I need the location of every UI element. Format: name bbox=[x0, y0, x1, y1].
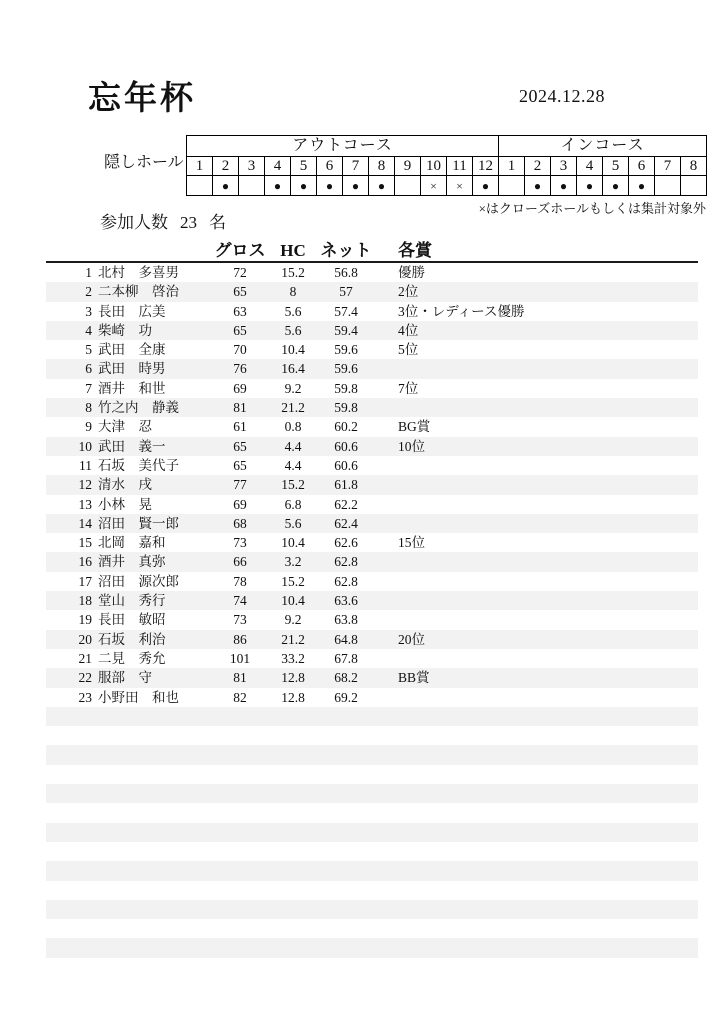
hidden-hole-dot-icon: ● bbox=[603, 176, 629, 196]
hc-value: 4.4 bbox=[284, 457, 302, 473]
hole-number: 2 bbox=[525, 157, 551, 176]
hidden-hole-dot-icon: ● bbox=[473, 176, 499, 196]
gross-value: 69 bbox=[233, 380, 247, 396]
results-table bbox=[46, 240, 698, 958]
net-value: 57.4 bbox=[334, 303, 358, 319]
result-row bbox=[46, 533, 698, 552]
net-value: 59.8 bbox=[334, 380, 358, 396]
net-value: 56.8 bbox=[334, 265, 358, 280]
result-row bbox=[46, 668, 698, 687]
net-value: 59.4 bbox=[334, 322, 358, 338]
hc-value: 10.4 bbox=[281, 593, 305, 609]
empty-hole-cell bbox=[681, 176, 707, 196]
gross-value: 69 bbox=[233, 496, 247, 512]
empty-row bbox=[46, 881, 698, 900]
gross-value: 65 bbox=[233, 284, 247, 300]
hidden-hole-dot-icon: ● bbox=[525, 176, 551, 196]
hole-number: 12 bbox=[473, 157, 499, 176]
hidden-holes-table bbox=[186, 135, 707, 196]
hc-value: 33.2 bbox=[281, 650, 305, 666]
prize-label: 5位 bbox=[398, 342, 419, 358]
hc-value: 12.8 bbox=[281, 670, 305, 686]
gross-value: 74 bbox=[233, 593, 247, 609]
prize-label: BB賞 bbox=[398, 670, 430, 686]
rank-number: 7 bbox=[85, 380, 92, 396]
closed-hole-x-icon: × bbox=[447, 176, 473, 196]
gross-value: 78 bbox=[233, 573, 247, 589]
result-row bbox=[46, 282, 698, 301]
net-value: 57 bbox=[339, 284, 353, 300]
hc-value: 10.4 bbox=[281, 535, 305, 551]
result-row bbox=[46, 417, 698, 436]
hc-value: 21.2 bbox=[281, 400, 305, 416]
hidden-hole-dot-icon: ● bbox=[317, 176, 343, 196]
gross-value: 86 bbox=[233, 631, 247, 647]
empty-hole-cell bbox=[239, 176, 265, 196]
rank-number: 16 bbox=[78, 554, 92, 570]
player-name: 長田 広美 bbox=[98, 303, 166, 319]
prize-label: 7位 bbox=[398, 380, 419, 396]
result-row bbox=[46, 688, 698, 707]
hidden-hole-dot-icon: ● bbox=[551, 176, 577, 196]
net-value: 59.8 bbox=[334, 400, 358, 416]
empty-row bbox=[46, 765, 698, 784]
result-row bbox=[46, 610, 698, 629]
empty-hole-cell bbox=[655, 176, 681, 196]
rank-number: 17 bbox=[78, 573, 92, 589]
gross-value: 73 bbox=[233, 535, 247, 551]
hc-value: 9.2 bbox=[284, 380, 302, 396]
player-name: 酒井 真弥 bbox=[98, 554, 166, 570]
gross-value: 72 bbox=[233, 265, 247, 280]
hidden-holes-label: 隠しホール bbox=[104, 154, 184, 171]
player-name: 北岡 嘉和 bbox=[98, 535, 166, 551]
player-name: 長田 敏昭 bbox=[98, 612, 166, 628]
empty-row bbox=[46, 784, 698, 803]
result-row bbox=[46, 302, 698, 321]
prize-label bbox=[374, 456, 698, 475]
hole-number: 3 bbox=[239, 157, 265, 176]
net-value: 64.8 bbox=[334, 631, 358, 647]
net-value: 60.6 bbox=[334, 438, 358, 454]
rank-number: 2 bbox=[85, 284, 92, 300]
prize-label bbox=[374, 398, 698, 417]
hc-value: 21.2 bbox=[281, 631, 305, 647]
empty-row bbox=[46, 938, 698, 957]
gross-value: 101 bbox=[229, 650, 251, 666]
net-value: 62.4 bbox=[334, 515, 358, 531]
player-name: 石坂 美代子 bbox=[98, 457, 179, 473]
result-row bbox=[46, 572, 698, 591]
empty-row bbox=[46, 861, 698, 880]
player-name: 堂山 秀行 bbox=[98, 593, 166, 609]
player-name: 石坂 利治 bbox=[98, 631, 166, 647]
prize-label bbox=[374, 495, 698, 514]
hc-value: 9.2 bbox=[284, 612, 302, 628]
rank-number: 14 bbox=[78, 515, 92, 531]
gross-value: 81 bbox=[233, 670, 247, 686]
participants-line bbox=[100, 208, 226, 233]
hidden-hole-dot-icon: ● bbox=[291, 176, 317, 196]
hc-value: 16.4 bbox=[281, 361, 305, 377]
result-row bbox=[46, 398, 698, 417]
net-value: 63.6 bbox=[334, 593, 358, 609]
hidden-hole-dot-icon: ● bbox=[343, 176, 369, 196]
participants-label: 参加人数 bbox=[100, 213, 168, 232]
gross-value: 76 bbox=[233, 361, 247, 377]
hole-number: 9 bbox=[395, 157, 421, 176]
result-row bbox=[46, 552, 698, 571]
rank-number: 21 bbox=[78, 650, 92, 666]
prize-label: 20位 bbox=[398, 631, 425, 647]
player-name: 竹之内 静義 bbox=[98, 400, 179, 416]
net-value: 67.8 bbox=[334, 650, 358, 666]
hc-value: 15.2 bbox=[281, 573, 305, 589]
net-value: 62.8 bbox=[334, 554, 358, 570]
net-value: 60.2 bbox=[334, 419, 358, 435]
prize-label: 10位 bbox=[398, 438, 425, 454]
net-value: 68.2 bbox=[334, 670, 358, 686]
hc-value: 4.4 bbox=[284, 438, 302, 454]
hole-number: 6 bbox=[317, 157, 343, 176]
prize-label: 15位 bbox=[398, 535, 425, 551]
prize-label bbox=[374, 514, 698, 533]
rank-number: 20 bbox=[78, 631, 92, 647]
prize-label bbox=[374, 572, 698, 591]
gross-value: 70 bbox=[233, 342, 247, 358]
net-value: 63.8 bbox=[334, 612, 358, 628]
empty-row bbox=[46, 803, 698, 822]
rank-number: 9 bbox=[85, 419, 92, 435]
gross-value: 61 bbox=[233, 419, 247, 435]
player-name: 沼田 賢一郎 bbox=[98, 515, 179, 531]
rank-number: 1 bbox=[85, 265, 92, 280]
hidden-hole-dot-icon: ● bbox=[629, 176, 655, 196]
hole-number: 10 bbox=[421, 157, 447, 176]
out-course-header: アウトコース bbox=[187, 136, 499, 157]
player-name: 武田 義一 bbox=[98, 438, 166, 454]
prize-label bbox=[374, 610, 698, 629]
hc-value: 0.8 bbox=[284, 419, 302, 435]
gross-column-header: グロス bbox=[214, 241, 266, 260]
rank-number: 5 bbox=[85, 342, 92, 358]
hole-number: 5 bbox=[291, 157, 317, 176]
player-name: 小野田 和也 bbox=[98, 689, 179, 705]
player-name: 小林 晃 bbox=[98, 496, 152, 512]
page-title: 忘年杯 bbox=[88, 81, 196, 117]
hole-number: 1 bbox=[187, 157, 213, 176]
results-body bbox=[46, 263, 698, 958]
gross-value: 65 bbox=[233, 457, 247, 473]
result-row bbox=[46, 495, 698, 514]
prize-label: 2位 bbox=[398, 284, 419, 300]
empty-hole-cell bbox=[187, 176, 213, 196]
player-name: 武田 時男 bbox=[98, 361, 166, 377]
result-row bbox=[46, 379, 698, 398]
player-name: 沼田 源次郎 bbox=[98, 573, 179, 589]
rank-number: 11 bbox=[79, 457, 92, 473]
hidden-holes-mark-row bbox=[187, 176, 707, 196]
in-course-header: インコース bbox=[499, 136, 707, 157]
player-name: 北村 多喜男 bbox=[98, 265, 179, 280]
hc-value: 15.2 bbox=[281, 265, 305, 280]
empty-row bbox=[46, 919, 698, 938]
empty-row bbox=[46, 900, 698, 919]
rank-number: 4 bbox=[85, 322, 92, 338]
prize-label: BG賞 bbox=[398, 419, 431, 435]
empty-hole-cell bbox=[395, 176, 421, 196]
net-column-header: ネット bbox=[320, 241, 372, 260]
closed-hole-note: ×はクローズホールもしくは集計対象外 bbox=[478, 201, 706, 216]
empty-row bbox=[46, 823, 698, 842]
prize-label bbox=[374, 688, 698, 707]
hc-value: 3.2 bbox=[284, 554, 302, 570]
player-name: 武田 全康 bbox=[98, 342, 166, 358]
gross-value: 73 bbox=[233, 612, 247, 628]
hole-number: 6 bbox=[629, 157, 655, 176]
empty-row bbox=[46, 707, 698, 726]
closed-hole-x-icon: × bbox=[421, 176, 447, 196]
rank-number: 23 bbox=[78, 689, 92, 705]
hc-value: 5.6 bbox=[284, 303, 302, 319]
hidden-hole-dot-icon: ● bbox=[213, 176, 239, 196]
result-row bbox=[46, 340, 698, 359]
hole-number: 1 bbox=[499, 157, 525, 176]
participants-count: 23 bbox=[180, 213, 197, 232]
player-name: 二見 秀允 bbox=[98, 650, 166, 666]
net-value: 59.6 bbox=[334, 361, 358, 377]
hole-number: 5 bbox=[603, 157, 629, 176]
empty-hole-cell bbox=[499, 176, 525, 196]
hidden-holes-course-row bbox=[187, 136, 707, 157]
event-date: 2024.12.28 bbox=[519, 86, 605, 106]
prize-label bbox=[374, 359, 698, 378]
net-value: 62.6 bbox=[334, 535, 358, 551]
participants-unit: 名 bbox=[209, 213, 226, 232]
net-value: 62.8 bbox=[334, 573, 358, 589]
empty-row bbox=[46, 726, 698, 745]
prize-label: 優勝 bbox=[398, 265, 425, 280]
net-value: 60.6 bbox=[334, 457, 358, 473]
hole-number: 3 bbox=[551, 157, 577, 176]
rank-number: 22 bbox=[78, 670, 92, 686]
hc-value: 6.8 bbox=[284, 496, 302, 512]
net-value: 69.2 bbox=[334, 689, 358, 705]
rank-number: 19 bbox=[78, 612, 92, 628]
result-row bbox=[46, 649, 698, 668]
result-row bbox=[46, 475, 698, 494]
gross-value: 65 bbox=[233, 322, 247, 338]
gross-value: 63 bbox=[233, 303, 247, 319]
rank-number: 15 bbox=[78, 535, 92, 551]
player-name: 服部 守 bbox=[98, 670, 152, 686]
gross-value: 81 bbox=[233, 400, 247, 416]
hidden-hole-dot-icon: ● bbox=[265, 176, 291, 196]
player-name: 清水 戌 bbox=[98, 477, 152, 493]
rank-number: 3 bbox=[85, 303, 92, 319]
net-value: 62.2 bbox=[334, 496, 358, 512]
gross-value: 66 bbox=[233, 554, 247, 570]
player-name: 酒井 和世 bbox=[98, 380, 166, 396]
prize-label bbox=[374, 591, 698, 610]
rank-number: 13 bbox=[78, 496, 92, 512]
result-row bbox=[46, 359, 698, 378]
rank-number: 8 bbox=[85, 400, 92, 416]
gross-value: 65 bbox=[233, 438, 247, 454]
result-row bbox=[46, 456, 698, 475]
results-header-row bbox=[46, 240, 698, 263]
rank-number: 10 bbox=[78, 438, 92, 454]
hc-value: 12.8 bbox=[281, 689, 305, 705]
hole-number: 11 bbox=[447, 157, 473, 176]
empty-row bbox=[46, 842, 698, 861]
hole-number: 7 bbox=[343, 157, 369, 176]
result-row bbox=[46, 321, 698, 340]
hc-value: 15.2 bbox=[281, 477, 305, 493]
hc-value: 8 bbox=[289, 284, 297, 300]
player-name: 大津 忍 bbox=[98, 419, 152, 435]
player-name: 柴崎 功 bbox=[98, 322, 152, 338]
prize-label bbox=[374, 552, 698, 571]
player-name: 二本柳 啓治 bbox=[98, 284, 179, 300]
net-value: 59.6 bbox=[334, 342, 358, 358]
prize-label bbox=[374, 475, 698, 494]
result-row bbox=[46, 263, 698, 282]
hc-value: 5.6 bbox=[284, 515, 302, 531]
hidden-hole-dot-icon: ● bbox=[577, 176, 603, 196]
result-row bbox=[46, 630, 698, 649]
hole-number: 4 bbox=[577, 157, 603, 176]
prize-column-header: 各賞 bbox=[398, 241, 432, 260]
hidden-hole-dot-icon: ● bbox=[369, 176, 395, 196]
result-row bbox=[46, 437, 698, 456]
rank-number: 12 bbox=[78, 477, 92, 493]
result-row bbox=[46, 514, 698, 533]
hc-value: 10.4 bbox=[281, 342, 305, 358]
empty-row bbox=[46, 745, 698, 764]
hole-number: 8 bbox=[369, 157, 395, 176]
prize-label: 3位・レディース優勝 bbox=[398, 303, 525, 319]
gross-value: 77 bbox=[233, 477, 247, 493]
net-value: 61.8 bbox=[334, 477, 358, 493]
gross-value: 68 bbox=[233, 515, 247, 531]
hidden-holes-number-row bbox=[187, 157, 707, 176]
hc-value: 5.6 bbox=[284, 322, 302, 338]
hole-number: 7 bbox=[655, 157, 681, 176]
rank-number: 6 bbox=[85, 361, 92, 377]
rank-number: 18 bbox=[78, 593, 92, 609]
prize-label bbox=[374, 649, 698, 668]
hole-number: 4 bbox=[265, 157, 291, 176]
hole-number: 2 bbox=[213, 157, 239, 176]
result-row bbox=[46, 591, 698, 610]
hole-number: 8 bbox=[681, 157, 707, 176]
gross-value: 82 bbox=[233, 689, 247, 705]
hc-column-header: HC bbox=[280, 241, 306, 260]
prize-label: 4位 bbox=[398, 322, 419, 338]
